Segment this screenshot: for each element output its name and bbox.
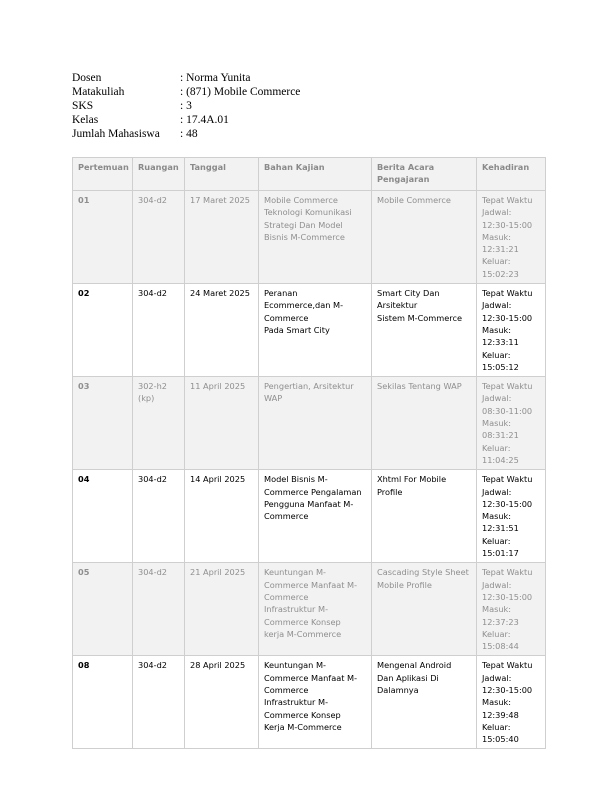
cell-bahan-kajian-line: Infrastruktur M-: [264, 697, 329, 708]
cell-kehadiran-line: Keluar:: [482, 535, 511, 546]
info-row-jumlah: [72, 127, 300, 141]
cell-ruangan: 304-d2: [133, 470, 185, 563]
cell-berita-acara-line: Mengenal Android: [377, 660, 452, 671]
info-row-sks: [72, 99, 300, 113]
cell-kehadiran-line: Jadwal:: [482, 207, 512, 218]
cell-kehadiran-line: 12:30-15:00: [482, 312, 533, 323]
cell-pertemuan: 03: [73, 377, 133, 470]
cell-ruangan: 304-d2: [133, 284, 185, 377]
cell-kehadiran: [477, 656, 546, 749]
cell-kehadiran-line: Tepat Waktu: [482, 195, 533, 205]
jumlah-label: Jumlah Mahasiswa: [72, 128, 160, 140]
table-row: [73, 284, 546, 377]
cell-kehadiran-line: Jadwal:: [482, 579, 512, 590]
col-header-bahan-kajian: Bahan Kajian: [259, 158, 372, 191]
cell-kehadiran-line: 12:30-15:00: [482, 219, 533, 230]
cell-kehadiran-line: 11:04:25: [482, 454, 519, 465]
cell-kehadiran-line: 12:31:21: [482, 244, 519, 255]
sks-label: SKS: [72, 100, 94, 112]
cell-kehadiran-line: Tepat Waktu: [482, 660, 533, 671]
cell-bahan-kajian-line: Commerce: [264, 312, 309, 323]
cell-berita-acara-line: Dan Aplikasi Di: [377, 672, 439, 683]
cell-berita-acara-line: Cascading Style Sheet: [377, 567, 469, 578]
table-row: [73, 563, 546, 656]
cell-kehadiran-line: Masuk:: [482, 324, 512, 335]
cell-kehadiran-line: 15:05:12: [482, 361, 519, 372]
cell-ruangan: 304-d2: [133, 563, 185, 656]
cell-kehadiran-line: 12:39:48: [482, 709, 519, 720]
cell-kehadiran-line: 15:02:23: [482, 268, 519, 279]
cell-bahan-kajian-line: Mobile Commerce: [264, 195, 338, 205]
cell-tanggal: 21 April 2025: [185, 563, 259, 656]
cell-bahan-kajian-line: Pada Smart City: [264, 324, 330, 335]
cell-kehadiran-line: 12:30-15:00: [482, 591, 533, 602]
cell-kehadiran-line: 15:08:44: [482, 641, 519, 652]
cell-kehadiran-line: Keluar:: [482, 349, 511, 360]
cell-kehadiran-line: 12:30-15:00: [482, 498, 533, 509]
cell-berita-acara: [372, 656, 477, 749]
cell-ruangan: 302-h2 (kp): [133, 377, 185, 470]
cell-kehadiran-line: Tepat Waktu: [482, 567, 533, 578]
cell-bahan-kajian-line: Keuntungan M-: [264, 660, 326, 671]
cell-bahan-kajian-line: Pengguna Manfaat M-: [264, 498, 354, 509]
cell-bahan-kajian-line: Commerce Konsep: [264, 616, 341, 627]
cell-bahan-kajian-line: Commerce Pengalaman: [264, 486, 362, 497]
col-header-pertemuan: Pertemuan: [73, 158, 133, 191]
attendance-table: [72, 157, 546, 749]
cell-kehadiran-line: 12:30-15:00: [482, 684, 533, 695]
cell-bahan-kajian: [259, 284, 372, 377]
dosen-label: Dosen: [72, 72, 102, 84]
cell-bahan-kajian-line: Kerja M-Commerce: [264, 721, 342, 732]
cell-bahan-kajian-line: Keuntungan M-: [264, 567, 326, 578]
cell-bahan-kajian-line: Commerce Manfaat M-: [264, 579, 358, 590]
cell-kehadiran: [477, 563, 546, 656]
cell-kehadiran: [477, 377, 546, 470]
cell-ruangan: 304-d2: [133, 656, 185, 749]
cell-kehadiran-line: 12:37:23: [482, 616, 519, 627]
cell-kehadiran-line: Tepat Waktu: [482, 474, 533, 485]
col-header-tanggal: Tanggal: [185, 158, 259, 191]
cell-kehadiran-line: Masuk:: [482, 604, 512, 615]
kelas-value: : 17.4A.01: [180, 114, 229, 126]
info-row-matakuliah: [72, 85, 300, 99]
cell-kehadiran-line: Jadwal:: [482, 672, 512, 683]
sks-value: : 3: [180, 100, 192, 112]
cell-berita-acara-line: Sistem M-Commerce: [377, 312, 463, 323]
cell-tanggal: 28 April 2025: [185, 656, 259, 749]
kelas-label: Kelas: [72, 114, 99, 126]
cell-kehadiran-line: 12:31:51: [482, 523, 519, 534]
cell-bahan-kajian: [259, 191, 372, 284]
cell-bahan-kajian-line: Commerce: [264, 684, 309, 695]
cell-bahan-kajian-line: Infrastruktur M-: [264, 604, 329, 615]
cell-kehadiran-line: 08:30-11:00: [482, 405, 533, 416]
cell-berita-acara: [372, 377, 477, 470]
cell-bahan-kajian-line: Commerce: [264, 591, 309, 602]
cell-kehadiran-line: Tepat Waktu: [482, 288, 533, 299]
matakuliah-label: Matakuliah: [72, 86, 125, 98]
cell-kehadiran-line: Masuk:: [482, 418, 512, 429]
cell-pertemuan: 04: [73, 470, 133, 563]
cell-berita-acara-line: Profile: [377, 486, 403, 497]
cell-bahan-kajian-line: Strategi Dan Model: [264, 219, 343, 230]
jumlah-value: : 48: [180, 128, 198, 140]
cell-berita-acara-line: Mobile Profile: [377, 579, 432, 590]
cell-pertemuan: 01: [73, 191, 133, 284]
cell-tanggal: 24 Maret 2025: [185, 284, 259, 377]
cell-bahan-kajian: [259, 470, 372, 563]
col-header-kehadiran: Kehadiran: [477, 158, 546, 191]
cell-berita-acara: [372, 563, 477, 656]
cell-pertemuan: 08: [73, 656, 133, 749]
cell-kehadiran-line: Tepat Waktu: [482, 381, 533, 392]
cell-kehadiran: [477, 470, 546, 563]
cell-berita-acara-line: Arsitektur: [377, 300, 418, 311]
cell-kehadiran-line: Masuk:: [482, 511, 512, 522]
cell-kehadiran: [477, 191, 546, 284]
cell-kehadiran-line: 15:01:17: [482, 548, 519, 559]
cell-berita-acara-line: Xhtml For Mobile: [377, 474, 447, 485]
table-header-row: [73, 158, 546, 191]
cell-bahan-kajian-line: Commerce Manfaat M-: [264, 672, 358, 683]
cell-kehadiran-line: Keluar:: [482, 721, 511, 732]
cell-kehadiran-line: Keluar:: [482, 628, 511, 639]
cell-tanggal: 17 Maret 2025: [185, 191, 259, 284]
table-body: [73, 191, 546, 749]
course-info: [72, 71, 300, 141]
cell-bahan-kajian-line: Model Bisnis M-: [264, 474, 328, 485]
cell-berita-acara-line: Smart City Dan: [377, 288, 440, 299]
info-row-dosen: [72, 71, 300, 85]
table-row: [73, 377, 546, 470]
cell-bahan-kajian-line: Bisnis M-Commerce: [264, 231, 345, 242]
cell-berita-acara: [372, 191, 477, 284]
matakuliah-value: : (871) Mobile Commerce: [180, 86, 301, 98]
cell-bahan-kajian-line: Commerce Konsep: [264, 709, 341, 720]
table-row: [73, 470, 546, 563]
cell-bahan-kajian-line: Pengertian, Arsitektur: [264, 381, 354, 392]
cell-kehadiran-line: 15:05:40: [482, 734, 519, 745]
cell-berita-acara-line: Dalamnya: [377, 684, 419, 695]
cell-bahan-kajian-line: WAP: [264, 393, 283, 404]
cell-kehadiran-line: Jadwal:: [482, 393, 512, 404]
cell-bahan-kajian: [259, 656, 372, 749]
cell-bahan-kajian-line: Ecommerce,dan M-: [264, 300, 344, 311]
cell-berita-acara: [372, 470, 477, 563]
dosen-value: : Norma Yunita: [180, 72, 251, 84]
cell-bahan-kajian-line: Teknologi Komunikasi: [264, 207, 352, 218]
cell-tanggal: 11 April 2025: [185, 377, 259, 470]
cell-berita-acara-line: Mobile Commerce: [377, 195, 451, 205]
info-row-kelas: [72, 113, 300, 127]
col-header-berita-acara: Berita Acara Pengajaran: [372, 158, 477, 191]
table-row: [73, 656, 546, 749]
cell-kehadiran: [477, 284, 546, 377]
cell-ruangan: 304-d2: [133, 191, 185, 284]
cell-berita-acara: [372, 284, 477, 377]
cell-kehadiran-line: 12:33:11: [482, 337, 519, 348]
cell-bahan-kajian-line: Commerce: [264, 511, 309, 522]
cell-bahan-kajian-line: kerja M-Commerce: [264, 628, 342, 639]
cell-kehadiran-line: Masuk:: [482, 697, 512, 708]
cell-tanggal: 14 April 2025: [185, 470, 259, 563]
cell-kehadiran-line: Jadwal:: [482, 486, 512, 497]
col-header-ruangan: Ruangan: [133, 158, 185, 191]
cell-kehadiran-line: Keluar:: [482, 256, 511, 267]
table-row: [73, 191, 546, 284]
cell-pertemuan: 05: [73, 563, 133, 656]
cell-bahan-kajian-line: Peranan: [264, 288, 298, 299]
cell-berita-acara-line: Sekilas Tentang WAP: [377, 381, 462, 392]
cell-pertemuan: 02: [73, 284, 133, 377]
cell-bahan-kajian: [259, 563, 372, 656]
cell-kehadiran-line: Masuk:: [482, 231, 512, 242]
cell-kehadiran-line: Jadwal:: [482, 300, 512, 311]
cell-kehadiran-line: Keluar:: [482, 442, 511, 453]
cell-bahan-kajian: [259, 377, 372, 470]
cell-kehadiran-line: 08:31:21: [482, 430, 519, 441]
